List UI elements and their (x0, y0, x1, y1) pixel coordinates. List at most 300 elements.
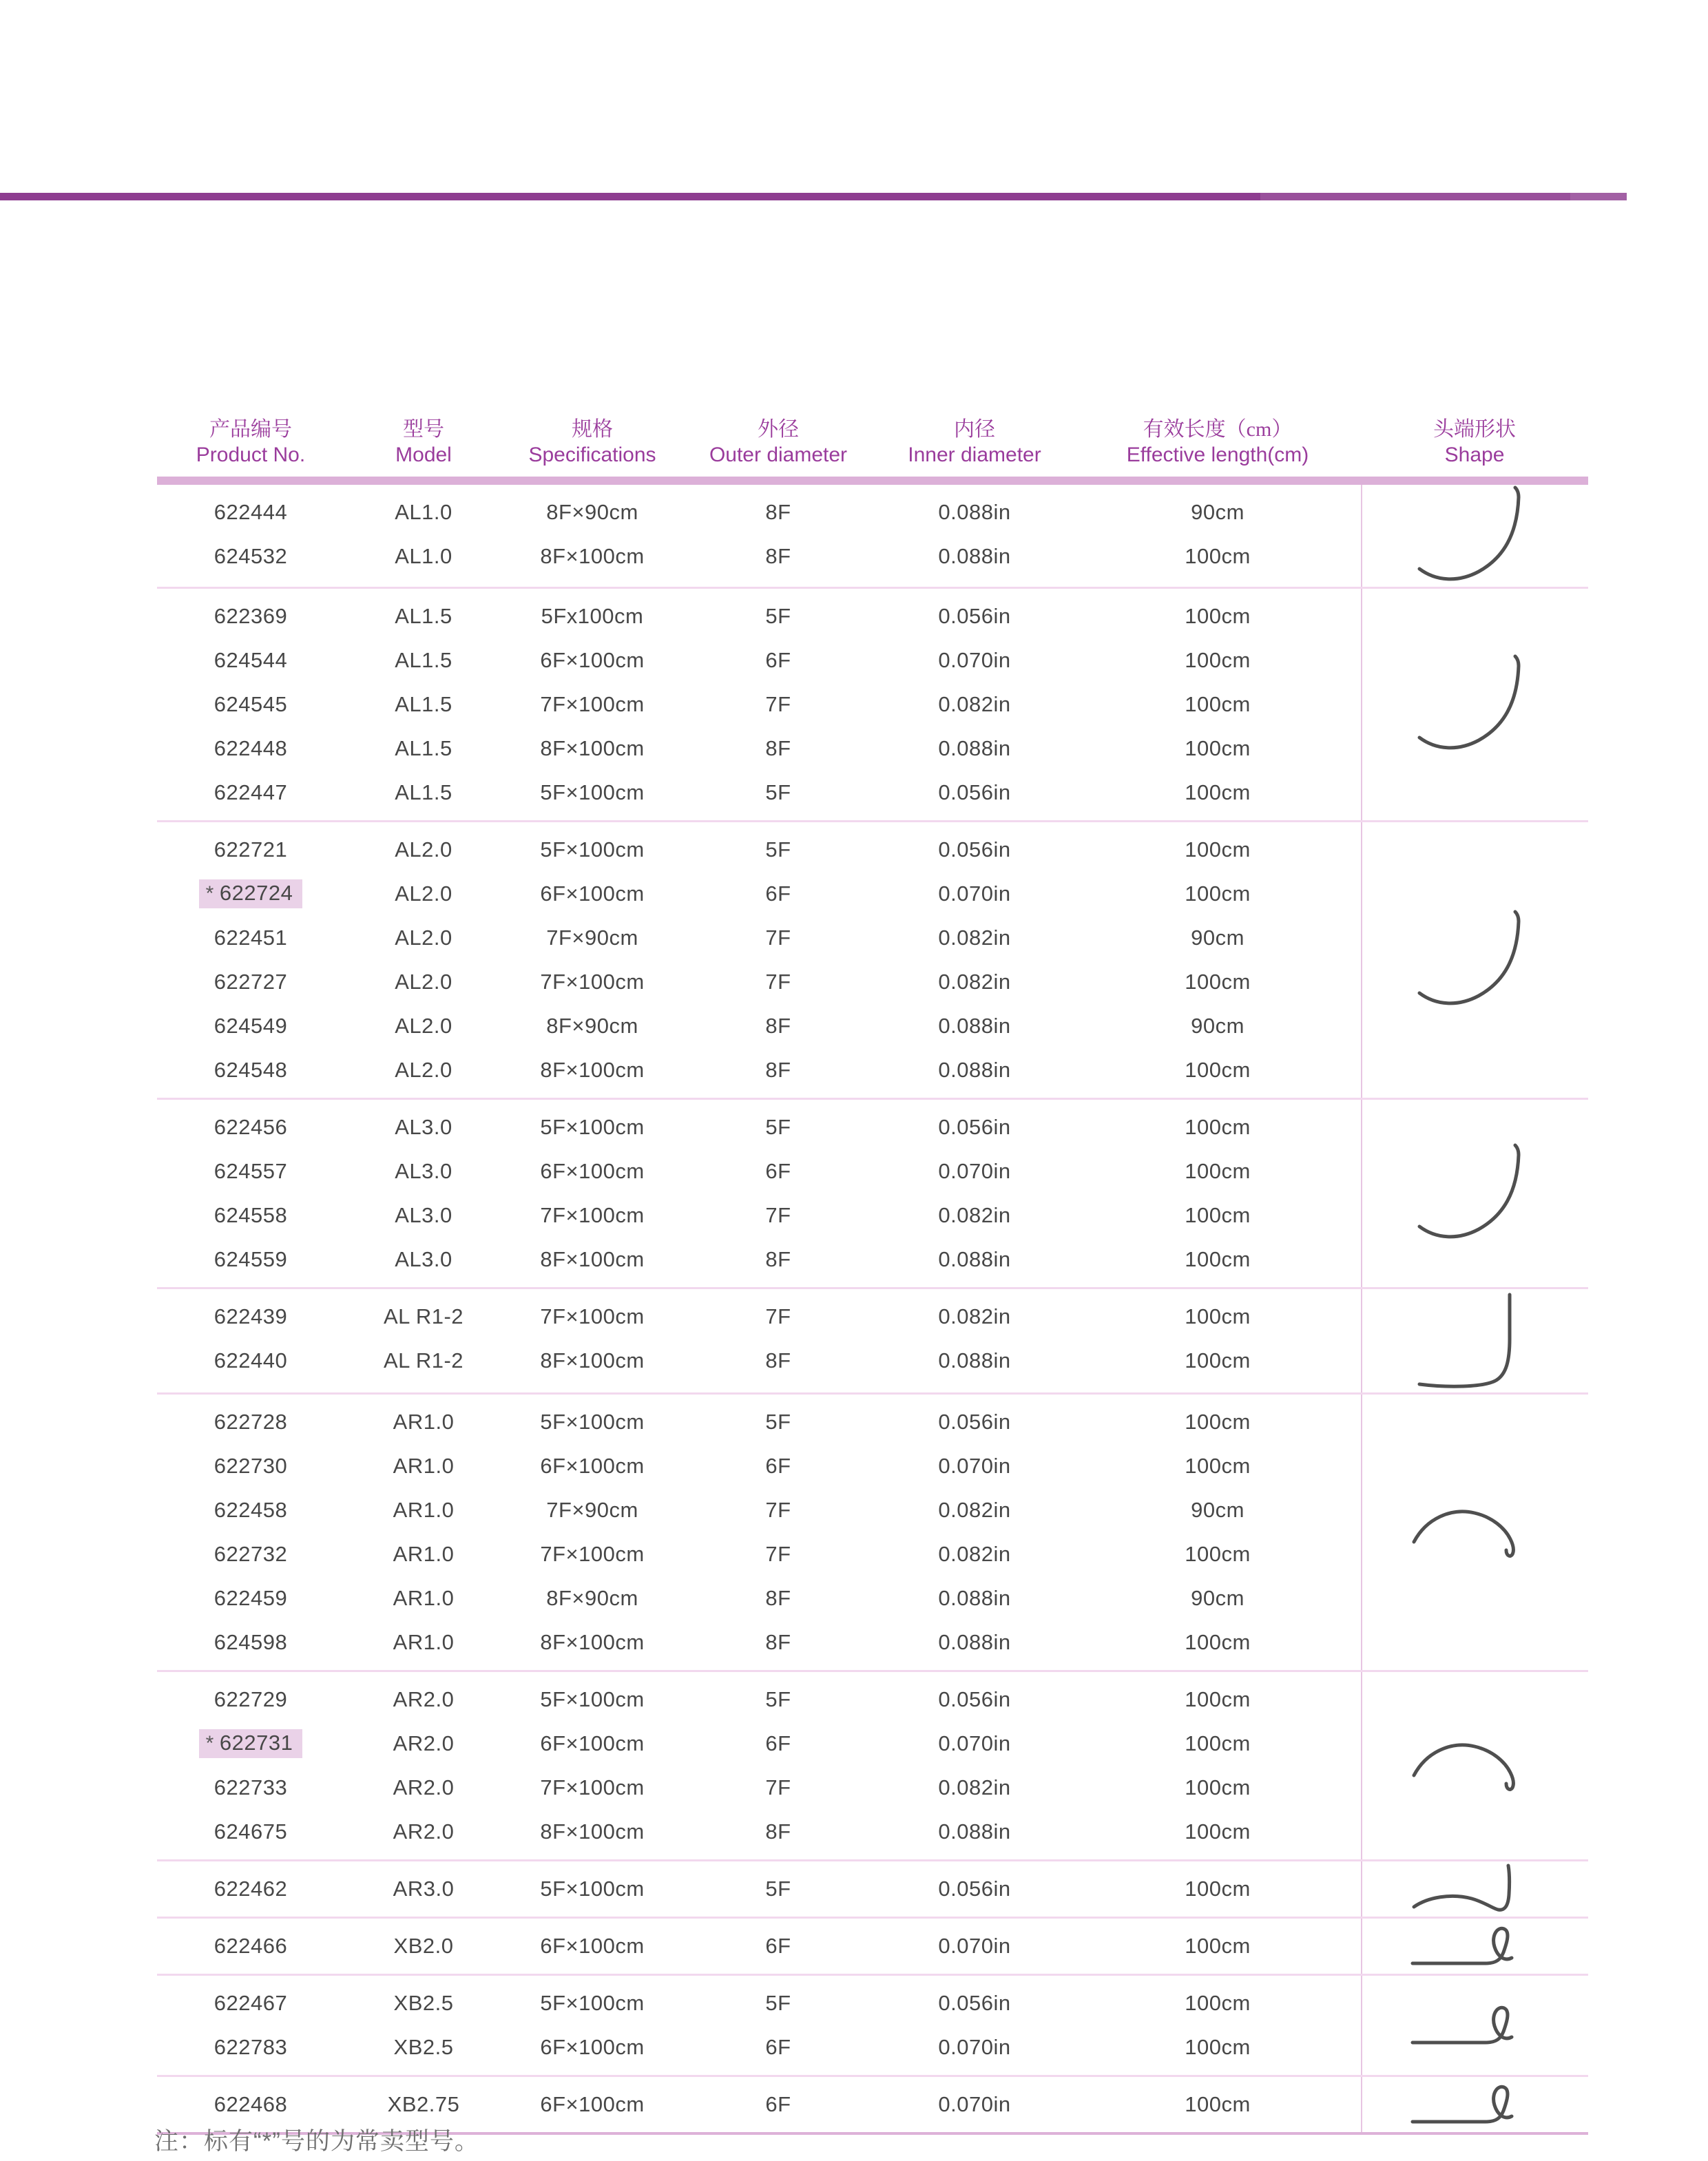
model-cell: XB2.75 (387, 2092, 460, 2116)
table-row (157, 1722, 1361, 1766)
effective-length-cell: 100cm (1185, 1203, 1251, 1227)
outer-diameter-cell: 5F (765, 780, 791, 804)
hook-j-icon (1415, 654, 1536, 755)
product-no-cell: 622728 (214, 1410, 288, 1434)
model-group-XB2.0 (157, 1917, 1588, 1974)
inner-diameter-cell: 0.056in (938, 1991, 1011, 2015)
model-group-AR3.0 (157, 1859, 1588, 1917)
spec-cell: 7F×100cm (540, 1203, 645, 1227)
shape-cell (1361, 1395, 1588, 1670)
outer-diameter-cell: 8F (765, 1058, 791, 1082)
table-row (157, 1532, 1361, 1576)
spec-cell: 5Fx100cm (541, 604, 644, 628)
shape-cell (1361, 1861, 1588, 1917)
spec-cell: 5F×100cm (540, 1115, 645, 1139)
model-cell: AR2.0 (393, 1731, 455, 1755)
inner-diameter-cell: 0.056in (938, 837, 1011, 862)
effective-length-cell: 90cm (1191, 1014, 1244, 1038)
product-no-cell: 622444 (214, 500, 288, 524)
inner-diameter-cell: 0.070in (938, 1159, 1011, 1183)
spec-cell: 8F×100cm (540, 1348, 645, 1372)
spec-cell: 6F×100cm (540, 1934, 645, 1958)
table-row (157, 638, 1361, 682)
model-cell: AL2.0 (395, 970, 452, 994)
header-shape (1361, 417, 1588, 468)
effective-length-cell: 100cm (1185, 1542, 1251, 1566)
table-row (157, 1105, 1361, 1149)
product-no-cell (157, 879, 344, 908)
table-row (157, 1444, 1361, 1488)
group-rows (157, 1100, 1361, 1287)
model-cell: AL2.0 (395, 837, 452, 862)
model-cell: AL3.0 (395, 1203, 452, 1227)
product-no-cell: 622467 (214, 1991, 288, 2015)
outer-diameter-cell: 6F (765, 648, 791, 672)
inner-diameter-cell: 0.088in (938, 1630, 1011, 1654)
group-rows (157, 1861, 1361, 1917)
header-outer-diameter-zh: 外径 (758, 417, 799, 441)
product-no-cell: 622462 (214, 1877, 288, 1901)
outer-diameter-cell: 8F (765, 544, 791, 568)
header-effective-length-en: Effective length(cm) (1126, 443, 1309, 466)
model-cell: AR1.0 (393, 1454, 455, 1478)
model-cell: AL1.5 (395, 604, 452, 628)
spec-cell: 6F×100cm (540, 881, 645, 906)
product-no-cell: 622448 (214, 736, 288, 760)
header-model-en: Model (395, 443, 452, 466)
inner-diameter-cell: 0.082in (938, 926, 1011, 950)
inner-diameter-cell: 0.082in (938, 1498, 1011, 1522)
table-row (157, 1810, 1361, 1854)
model-cell: XB2.0 (393, 1934, 454, 1958)
model-cell: AR1.0 (393, 1630, 455, 1654)
inner-diameter-cell: 0.082in (938, 1203, 1011, 1227)
effective-length-cell: 100cm (1185, 2092, 1251, 2116)
inner-diameter-cell: 0.056in (938, 1410, 1011, 1434)
model-cell: AR2.0 (393, 1819, 455, 1844)
model-cell: XB2.5 (393, 1991, 454, 2015)
table-row (157, 594, 1361, 638)
spec-cell: 8F×90cm (546, 500, 638, 524)
product-no-cell: 622721 (214, 837, 288, 862)
product-no: 622724 (219, 881, 293, 905)
outer-diameter-cell: 7F (765, 970, 791, 994)
spec-cell: 8F×100cm (540, 544, 645, 568)
outer-diameter-cell: 7F (765, 1304, 791, 1328)
inner-diameter-cell: 0.082in (938, 1542, 1011, 1566)
table-row (157, 534, 1361, 578)
outer-diameter-cell: 8F (765, 1247, 791, 1271)
model-cell: AR3.0 (393, 1877, 455, 1901)
table-row (157, 1924, 1361, 1968)
model-cell: AR1.0 (393, 1542, 455, 1566)
table-row (157, 916, 1361, 960)
effective-length-cell: 100cm (1185, 1877, 1251, 1901)
effective-length-cell: 100cm (1185, 837, 1251, 862)
model-cell: AL2.0 (395, 1014, 452, 1038)
spec-cell: 6F×100cm (540, 1454, 645, 1478)
outer-diameter-cell: 6F (765, 2035, 791, 2059)
inner-diameter-cell: 0.056in (938, 604, 1011, 628)
table-row (157, 682, 1361, 727)
model-cell: AL2.0 (395, 926, 452, 950)
angle-l-icon (1415, 1289, 1536, 1392)
header-model-zh: 型号 (403, 417, 444, 441)
table-row (157, 1678, 1361, 1722)
inner-diameter-cell: 0.082in (938, 970, 1011, 994)
inner-diameter-cell: 0.088in (938, 544, 1011, 568)
product-no-cell: 622440 (214, 1348, 288, 1372)
header-outer-diameter (682, 417, 875, 468)
inner-diameter-cell: 0.070in (938, 2092, 1011, 2116)
model-cell: AL2.0 (395, 881, 452, 906)
effective-length-cell: 100cm (1185, 544, 1251, 568)
model-cell: AL1.0 (395, 500, 452, 524)
page-accent-bar (0, 193, 1627, 200)
header-specifications (503, 417, 682, 468)
table-row (157, 727, 1361, 771)
table-row (157, 1488, 1361, 1532)
spec-cell: 7F×100cm (540, 970, 645, 994)
inner-diameter-cell: 0.082in (938, 692, 1011, 716)
inner-diameter-cell: 0.088in (938, 1586, 1011, 1610)
inner-diameter-cell: 0.088in (938, 500, 1011, 524)
hook-j-icon (1415, 485, 1536, 587)
outer-diameter-cell: 8F (765, 1819, 791, 1844)
spec-cell: 6F×100cm (540, 2092, 645, 2116)
model-cell: AL3.0 (395, 1115, 452, 1139)
outer-diameter-cell: 7F (765, 692, 791, 716)
shape-cell (1361, 589, 1588, 820)
loop-icon (1408, 2083, 1543, 2126)
product-no-cell: 624544 (214, 648, 288, 672)
outer-diameter-cell: 7F (765, 1775, 791, 1799)
product-no-cell: 622459 (214, 1586, 288, 1610)
model-cell: AL3.0 (395, 1247, 452, 1271)
model-group-AL1.0 (157, 485, 1588, 587)
spec-cell: 5F×100cm (540, 837, 645, 862)
footnote: 注：标有“*”号的为常卖型号。 (154, 2128, 479, 2155)
outer-diameter-cell: 7F (765, 1498, 791, 1522)
effective-length-cell: 100cm (1185, 1731, 1251, 1755)
effective-length-cell: 100cm (1185, 1687, 1251, 1711)
inner-diameter-cell: 0.088in (938, 1014, 1011, 1038)
outer-diameter-cell: 8F (765, 1586, 791, 1610)
hook-j-icon (1415, 909, 1536, 1011)
spec-cell: 5F×100cm (540, 1877, 645, 1901)
spec-cell: 8F×90cm (546, 1014, 638, 1038)
group-rows (157, 1289, 1361, 1392)
spec-cell: 5F×100cm (540, 1410, 645, 1434)
outer-diameter-cell: 7F (765, 1203, 791, 1227)
header-product-no-zh: 产品编号 (209, 417, 292, 441)
table-row (157, 1867, 1361, 1911)
model-cell: AL R1-2 (383, 1304, 464, 1328)
star-icon: * (205, 882, 214, 905)
effective-length-cell: 100cm (1185, 2035, 1251, 2059)
model-cell: XB2.5 (393, 2035, 454, 2059)
effective-length-cell: 100cm (1185, 1819, 1251, 1844)
effective-length-cell: 100cm (1185, 1304, 1251, 1328)
effective-length-cell: 100cm (1185, 1159, 1251, 1183)
shape-cell (1361, 822, 1588, 1098)
outer-diameter-cell: 5F (765, 837, 791, 862)
header-model (344, 417, 503, 468)
inner-diameter-cell: 0.070in (938, 1934, 1011, 1958)
product-no-cell: 624675 (214, 1819, 288, 1844)
effective-length-cell: 100cm (1185, 604, 1251, 628)
inner-diameter-cell: 0.070in (938, 2035, 1011, 2059)
loop-icon (1408, 1925, 1543, 1967)
header-product-no-en: Product No. (196, 443, 306, 466)
outer-diameter-cell: 5F (765, 604, 791, 628)
product-no-cell: 622730 (214, 1454, 288, 1478)
outer-diameter-cell: 7F (765, 1542, 791, 1566)
inner-diameter-cell: 0.088in (938, 1819, 1011, 1844)
spec-cell: 7F×100cm (540, 692, 645, 716)
star-icon: * (205, 1732, 214, 1755)
arch-tail-icon (1410, 1861, 1541, 1917)
group-rows (157, 1919, 1361, 1974)
spec-cell: 6F×100cm (540, 2035, 645, 2059)
effective-length-cell: 100cm (1185, 881, 1251, 906)
product-no-cell: 624598 (214, 1630, 288, 1654)
header-outer-diameter-en: Outer diameter (709, 443, 848, 466)
spec-cell: 7F×100cm (540, 1304, 645, 1328)
product-no: 622731 (219, 1731, 293, 1755)
outer-diameter-cell: 6F (765, 1934, 791, 1958)
inner-diameter-cell: 0.056in (938, 1877, 1011, 1901)
spec-cell: 7F×90cm (546, 1498, 638, 1522)
spec-cell: 8F×100cm (540, 1247, 645, 1271)
accent-bar-light-segment (1260, 193, 1570, 200)
table-row (157, 1620, 1361, 1664)
product-no-cell: 622783 (214, 2035, 288, 2059)
effective-length-cell: 90cm (1191, 1586, 1244, 1610)
product-no-cell: 624545 (214, 692, 288, 716)
product-no-cell: 624532 (214, 544, 288, 568)
effective-length-cell: 100cm (1185, 1058, 1251, 1082)
table-row (157, 2082, 1361, 2127)
spec-cell: 8F×100cm (540, 1819, 645, 1844)
table-row (157, 1193, 1361, 1238)
outer-diameter-cell: 8F (765, 1630, 791, 1654)
model-group-AL3.0 (157, 1098, 1588, 1287)
header-inner-diameter-en: Inner diameter (908, 443, 1041, 466)
model-cell: AL2.0 (395, 1058, 452, 1082)
effective-length-cell: 100cm (1185, 1934, 1251, 1958)
effective-length-cell: 90cm (1191, 500, 1244, 524)
header-effective-length (1074, 417, 1361, 468)
model-group-AL-R1-2 (157, 1287, 1588, 1392)
outer-diameter-cell: 5F (765, 1115, 791, 1139)
model-group-XB2.5 (157, 1974, 1588, 2075)
model-group-AL1.5 (157, 587, 1588, 820)
spec-cell: 7F×100cm (540, 1542, 645, 1566)
shape-cell (1361, 1919, 1588, 1974)
product-no-cell (157, 1729, 344, 1758)
inner-diameter-cell: 0.088in (938, 1247, 1011, 1271)
product-no-cell: 622369 (214, 604, 288, 628)
outer-diameter-cell: 5F (765, 1410, 791, 1434)
effective-length-cell: 100cm (1185, 648, 1251, 672)
inner-diameter-cell: 0.088in (938, 736, 1011, 760)
shape-cell (1361, 1672, 1588, 1859)
product-no-cell: 624558 (214, 1203, 288, 1227)
spec-cell: 7F×100cm (540, 1775, 645, 1799)
model-cell: AR1.0 (393, 1586, 455, 1610)
product-no-cell: 622447 (214, 780, 288, 804)
header-effective-length-zh: 有效长度（cm） (1143, 417, 1293, 441)
inner-diameter-cell: 0.056in (938, 1115, 1011, 1139)
inner-diameter-cell: 0.070in (938, 1731, 1011, 1755)
inner-diameter-cell: 0.056in (938, 780, 1011, 804)
outer-diameter-cell: 5F (765, 1877, 791, 1901)
effective-length-cell: 100cm (1185, 970, 1251, 994)
model-cell: AL1.5 (395, 648, 452, 672)
effective-length-cell: 100cm (1185, 1348, 1251, 1372)
inner-diameter-cell: 0.070in (938, 881, 1011, 906)
outer-diameter-cell: 6F (765, 2092, 791, 2116)
effective-length-cell: 100cm (1185, 1630, 1251, 1654)
model-cell: AL R1-2 (383, 1348, 464, 1372)
hook-j-icon (1415, 1142, 1536, 1244)
table-row (157, 1149, 1361, 1193)
inner-diameter-cell: 0.056in (938, 1687, 1011, 1711)
shape-cell (1361, 1289, 1588, 1392)
product-no-cell: 622733 (214, 1775, 288, 1799)
table-row (157, 1048, 1361, 1092)
group-rows (157, 1672, 1361, 1859)
header-inner-diameter-zh: 内径 (954, 417, 995, 441)
header-product-no (157, 417, 344, 468)
product-no-cell: 622729 (214, 1687, 288, 1711)
shape-cell (1361, 1100, 1588, 1287)
table-row (157, 2025, 1361, 2069)
product-no-cell: 622439 (214, 1304, 288, 1328)
table-row (157, 490, 1361, 534)
table-row (157, 771, 1361, 815)
header-shape-en: Shape (1444, 443, 1505, 466)
outer-diameter-cell: 6F (765, 881, 791, 906)
spec-cell: 5F×100cm (540, 780, 645, 804)
arch-icon (1410, 1733, 1541, 1799)
table-row (157, 872, 1361, 916)
model-cell: AL1.0 (395, 544, 452, 568)
arch-icon (1410, 1499, 1541, 1565)
effective-length-cell: 100cm (1185, 780, 1251, 804)
table-row (157, 1766, 1361, 1810)
model-cell: AL3.0 (395, 1159, 452, 1183)
spec-cell: 6F×100cm (540, 648, 645, 672)
model-cell: AR1.0 (393, 1410, 455, 1434)
model-cell: AR2.0 (393, 1687, 455, 1711)
inner-diameter-cell: 0.070in (938, 648, 1011, 672)
table-row (157, 1400, 1361, 1444)
inner-diameter-cell: 0.082in (938, 1775, 1011, 1799)
header-inner-diameter (875, 417, 1074, 468)
product-no-cell: 622466 (214, 1934, 288, 1958)
table-body (157, 485, 1588, 2135)
header-shape-zh: 头端形状 (1433, 417, 1516, 441)
product-no-cell: 622458 (214, 1498, 288, 1522)
model-cell: AL1.5 (395, 780, 452, 804)
outer-diameter-cell: 6F (765, 1731, 791, 1755)
group-rows (157, 589, 1361, 820)
table-row (157, 1981, 1361, 2025)
group-rows (157, 485, 1361, 587)
header-specifications-zh: 规格 (572, 417, 613, 441)
table-row (157, 1295, 1361, 1339)
model-group-AR1.0 (157, 1392, 1588, 1670)
table-row (157, 1004, 1361, 1048)
spec-cell: 5F×100cm (540, 1991, 645, 2015)
product-no-cell: 622468 (214, 2092, 288, 2116)
spec-cell: 5F×100cm (540, 1687, 645, 1711)
product-no-cell: 624559 (214, 1247, 288, 1271)
effective-length-cell: 100cm (1185, 1115, 1251, 1139)
effective-length-cell: 100cm (1185, 692, 1251, 716)
best-seller-highlight (199, 1729, 303, 1758)
outer-diameter-cell: 7F (765, 926, 791, 950)
spec-cell: 8F×100cm (540, 1630, 645, 1654)
group-rows (157, 1395, 1361, 1670)
outer-diameter-cell: 6F (765, 1454, 791, 1478)
model-cell: AR1.0 (393, 1498, 455, 1522)
inner-diameter-cell: 0.088in (938, 1058, 1011, 1082)
shape-cell (1361, 485, 1588, 587)
spec-cell: 7F×90cm (546, 926, 638, 950)
model-group-AL2.0 (157, 820, 1588, 1098)
table-row (157, 1339, 1361, 1383)
model-cell: AL1.5 (395, 692, 452, 716)
best-seller-highlight (199, 879, 303, 908)
spec-cell: 8F×100cm (540, 1058, 645, 1082)
outer-diameter-cell: 8F (765, 1014, 791, 1038)
table-row (157, 828, 1361, 872)
loop-icon (1408, 2004, 1543, 2047)
shape-cell (1361, 2077, 1588, 2132)
group-rows (157, 822, 1361, 1098)
inner-diameter-cell: 0.082in (938, 1304, 1011, 1328)
group-rows (157, 1976, 1361, 2075)
outer-diameter-cell: 5F (765, 1687, 791, 1711)
accent-bar-lighter-segment (1570, 193, 1627, 200)
product-no-cell: 622456 (214, 1115, 288, 1139)
header-underline-band (157, 477, 1588, 485)
outer-diameter-cell: 6F (765, 1159, 791, 1183)
table-row (157, 1238, 1361, 1282)
effective-length-cell: 90cm (1191, 1498, 1244, 1522)
outer-diameter-cell: 8F (765, 1348, 791, 1372)
outer-diameter-cell: 8F (765, 500, 791, 524)
inner-diameter-cell: 0.070in (938, 1454, 1011, 1478)
outer-diameter-cell: 8F (765, 736, 791, 760)
product-no-cell: 624548 (214, 1058, 288, 1082)
spec-cell: 6F×100cm (540, 1731, 645, 1755)
spec-cell: 8F×100cm (540, 736, 645, 760)
product-table (157, 408, 1588, 2135)
effective-length-cell: 100cm (1185, 736, 1251, 760)
table-header-row (157, 408, 1588, 477)
product-no-cell: 624549 (214, 1014, 288, 1038)
effective-length-cell: 100cm (1185, 1775, 1251, 1799)
effective-length-cell: 100cm (1185, 1410, 1251, 1434)
table-row (157, 1576, 1361, 1620)
product-no-cell: 624557 (214, 1159, 288, 1183)
inner-diameter-cell: 0.088in (938, 1348, 1011, 1372)
effective-length-cell: 100cm (1185, 1247, 1251, 1271)
